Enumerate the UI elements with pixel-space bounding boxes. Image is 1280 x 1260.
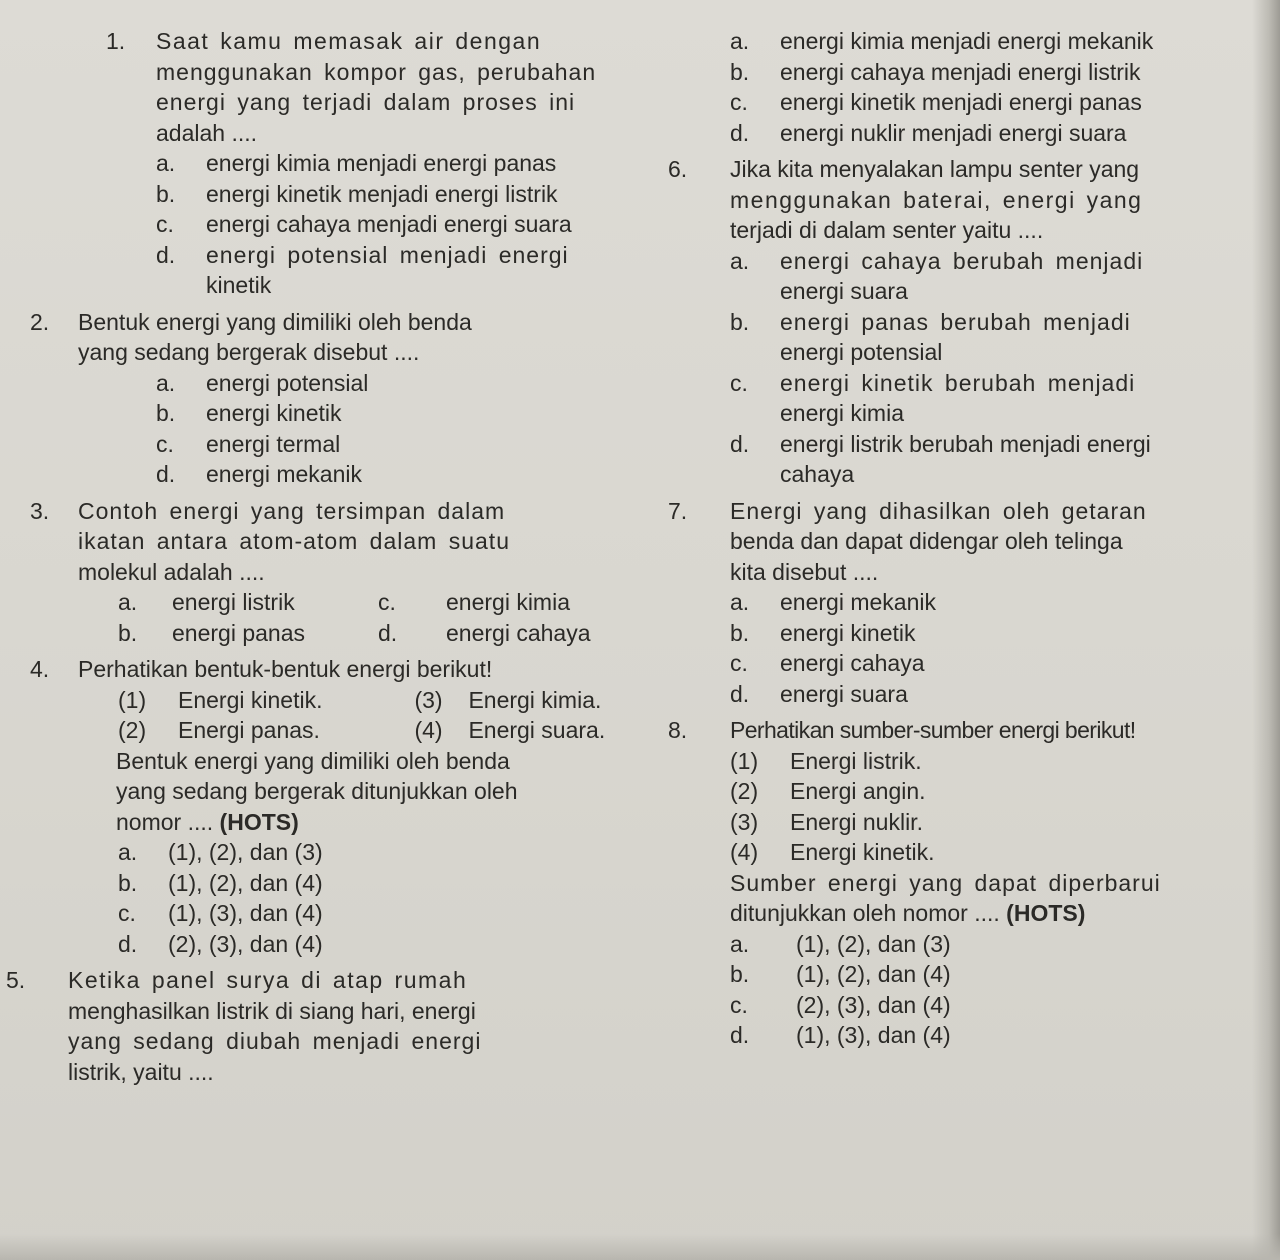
option-letter: d. [156, 461, 176, 487]
option-letter: a. [730, 930, 750, 957]
statement-item [414, 715, 648, 746]
option-d[interactable] [118, 929, 604, 960]
option-letter: c. [156, 211, 174, 237]
option-b[interactable] [118, 618, 378, 649]
option-text: energi termal [206, 430, 341, 457]
option-letter: c. [118, 900, 136, 926]
statement-number: (1) [730, 747, 759, 774]
question-text-line: yang sedang diubah menjadi energi [68, 1028, 482, 1054]
option-text: energi suara [780, 278, 908, 304]
option-text: energi cahaya menjadi energi listrik [780, 58, 1141, 85]
option-letter: d. [378, 619, 398, 646]
statement-number: (3) [730, 808, 759, 835]
option-text: energi listrik [172, 589, 295, 615]
question-text-line: Perhatikan sumber-sumber energi berikut! [730, 717, 1136, 743]
option-letter: a. [156, 150, 176, 176]
option-letter: d. [730, 430, 750, 457]
option-c[interactable] [378, 587, 638, 618]
question-number: 4. [30, 656, 50, 682]
option-text: (2), (3), dan (4) [168, 930, 323, 957]
option-letter: b. [118, 619, 138, 646]
question-text-line: ikatan antara atom-atom dalam suatu [78, 528, 510, 554]
option-text: energi kimia menjadi energi panas [206, 150, 557, 176]
option-a[interactable] [730, 587, 1245, 618]
statement-text: Energi angin. [790, 778, 926, 804]
question-text-line: terjadi di dalam senter yaitu .... [730, 217, 1044, 243]
option-letter: d. [730, 1022, 750, 1048]
option-b[interactable] [730, 959, 1245, 990]
option-text: energi suara [780, 680, 908, 707]
option-text: energi kinetik berubah menjadi [780, 369, 1136, 396]
option-letter: c. [156, 430, 174, 457]
question-number: 6. [668, 156, 688, 182]
question-number: 8. [668, 717, 688, 743]
option-text: energi cahaya [446, 619, 591, 646]
option-text: energi kinetik [206, 400, 342, 426]
question-stem-text: ditunjukkan oleh nomor .... [730, 900, 1007, 926]
option-b[interactable] [156, 179, 642, 210]
option-a[interactable] [730, 26, 1245, 57]
hots-tag: (HOTS) [1006, 900, 1086, 926]
statement-number: (2) [730, 778, 759, 804]
question-text-line: menggunakan baterai, energi yang [730, 186, 1143, 213]
option-b[interactable] [156, 398, 642, 429]
option-letter: b. [118, 869, 138, 896]
question-text-line: Jika kita menyalakan lampu senter yang [730, 156, 1140, 182]
option-a[interactable] [730, 929, 1245, 960]
option-b[interactable] [118, 868, 604, 899]
option-letter: b. [730, 619, 750, 646]
option-letter: d. [156, 241, 176, 268]
option-text: energi kimia menjadi energi mekanik [780, 28, 1154, 54]
question-text-line: adalah .... [156, 119, 258, 146]
statement-row [118, 685, 648, 716]
option-d[interactable] [730, 429, 1245, 490]
statement-item [730, 746, 1245, 777]
statement-text: Energi kinetik. [790, 839, 935, 865]
question-text-line: Ketika panel surya di atap rumah [68, 967, 468, 993]
question-number: 3. [30, 497, 50, 524]
question-number: 5. [6, 967, 26, 993]
option-letter: d. [730, 119, 750, 146]
option-letter: c. [378, 589, 396, 615]
option-text: (1), (2), dan (4) [168, 869, 323, 896]
option-c[interactable] [730, 648, 1245, 679]
option-c[interactable] [730, 990, 1245, 1021]
option-text: energi potensial [780, 339, 943, 365]
option-a[interactable] [156, 368, 642, 399]
question-number: 1. [106, 28, 126, 54]
statement-text: Energi panas. [178, 717, 320, 743]
option-letter: c. [730, 89, 748, 115]
question-text-line: Bentuk energi yang dimiliki oleh benda [78, 308, 472, 335]
option-letter: a. [730, 28, 750, 54]
option-c[interactable] [156, 209, 642, 240]
question-stem: yang sedang bergerak ditunjukkan oleh [116, 778, 518, 804]
option-letter: a. [118, 839, 138, 865]
statement-item [730, 776, 1245, 807]
option-text: (1), (2), dan (4) [796, 961, 951, 987]
question-7 [656, 496, 1256, 588]
statement-number: (4) [730, 839, 759, 865]
question-text-line: listrik, yaitu .... [68, 1058, 214, 1085]
option-text: energi panas berubah menjadi [780, 308, 1131, 335]
question-stem [730, 898, 1245, 929]
question-2 [0, 307, 660, 368]
question-6 [656, 154, 1256, 246]
option-b[interactable] [730, 307, 1245, 368]
option-text: energi kimia [780, 400, 904, 426]
question-text-line: yang sedang bergerak disebut .... [78, 339, 420, 365]
question-text-line: Energi yang dihasilkan oleh getaran [730, 497, 1147, 524]
option-d[interactable] [156, 459, 642, 490]
statement-number: (2) [118, 717, 147, 743]
option-text: energi panas [172, 619, 305, 646]
question-8 [656, 715, 1256, 746]
question-stem-text: nomor .... [116, 808, 220, 835]
question-4 [0, 654, 660, 685]
option-letter: c. [730, 650, 748, 676]
option-text: energi kinetik [780, 619, 916, 646]
question-text-line: Contoh energi yang tersimpan dalam [78, 497, 506, 524]
option-text: energi potensial [206, 369, 369, 396]
option-letter: d. [118, 930, 138, 957]
option-letter: c. [730, 369, 748, 396]
option-letter: b. [730, 308, 750, 335]
option-letter: a. [156, 369, 176, 396]
option-text: energi cahaya menjadi energi suara [206, 211, 572, 237]
question-text-line: energi yang terjadi dalam proses ini [156, 89, 576, 115]
option-c[interactable] [730, 368, 1245, 429]
option-letter: b. [730, 961, 750, 987]
option-letter: a. [118, 589, 138, 615]
option-text: energi mekanik [780, 589, 936, 615]
option-b[interactable] [730, 618, 1245, 649]
option-text: (1), (3), dan (4) [796, 1022, 951, 1048]
question-text-line: menghasilkan listrik di siang hari, energi [68, 997, 476, 1024]
question-stem [116, 807, 646, 838]
option-a[interactable] [118, 837, 604, 868]
statement-number: (4) [414, 717, 443, 743]
option-text: energi mekanik [206, 461, 362, 487]
question-5 [0, 965, 660, 1087]
option-text: cahaya [780, 461, 855, 487]
option-d[interactable] [730, 1020, 1245, 1051]
question-3 [0, 496, 660, 588]
question-text-line: molekul adalah .... [78, 558, 265, 585]
option-text: (2), (3), dan (4) [796, 991, 951, 1018]
option-text: energi potensial menjadi energi [206, 241, 569, 268]
option-a[interactable] [730, 246, 1245, 307]
options-row [118, 618, 648, 649]
statement-text: Energi listrik. [790, 747, 922, 774]
option-d[interactable] [378, 618, 638, 649]
option-text: energi kimia [446, 589, 570, 615]
hots-tag: (HOTS) [219, 808, 299, 835]
question-stem: Sumber energi yang dapat diperbarui [730, 869, 1161, 896]
option-text: energi cahaya berubah menjadi [780, 247, 1144, 274]
left-column [0, 26, 660, 1087]
question-text-line: Perhatikan bentuk-bentuk energi berikut! [78, 656, 493, 682]
page-edge-shadow [1252, 0, 1280, 1260]
statement-item [414, 685, 648, 716]
right-column [656, 26, 1256, 1051]
option-letter: a. [730, 589, 750, 615]
option-a[interactable] [156, 148, 642, 179]
question-text-line: kita disebut .... [730, 558, 879, 585]
option-text: energi kinetik menjadi energi listrik [206, 180, 558, 207]
statement-text: Energi kimia. [468, 686, 602, 713]
option-a[interactable] [118, 587, 378, 618]
option-text: kinetik [206, 272, 272, 298]
statement-text: Energi nuklir. [790, 808, 923, 835]
statement-number: (3) [414, 686, 443, 713]
option-letter: b. [156, 400, 176, 426]
question-stem: Bentuk energi yang dimiliki oleh benda [116, 747, 510, 774]
option-letter: b. [156, 180, 176, 207]
question-text-line: menggunakan kompor gas, perubahan [156, 58, 597, 85]
option-text: energi nuklir menjadi energi suara [780, 119, 1127, 146]
option-c[interactable] [118, 898, 604, 929]
option-text: energi listrik berubah menjadi energi [780, 430, 1151, 457]
option-letter: a. [730, 247, 750, 274]
option-d[interactable] [730, 679, 1245, 710]
statement-item [730, 837, 1245, 868]
statement-row [118, 715, 648, 746]
option-c[interactable] [730, 87, 1245, 118]
statement-number: (1) [118, 686, 147, 713]
question-text-line: Saat kamu memasak air dengan [156, 28, 542, 54]
option-letter: c. [730, 991, 748, 1018]
options-row [118, 587, 648, 618]
option-b[interactable] [730, 57, 1245, 88]
statement-text: Energi suara. [468, 717, 606, 743]
option-text: energi kinetik menjadi energi panas [780, 89, 1142, 115]
question-number: 7. [668, 497, 688, 524]
page-edge-shadow [0, 1234, 1280, 1260]
option-text: (1), (3), dan (4) [168, 900, 323, 926]
option-c[interactable] [156, 429, 642, 460]
option-text: energi cahaya [780, 650, 925, 676]
option-letter: b. [730, 58, 750, 85]
option-text: (1), (2), dan (3) [796, 930, 951, 957]
question-number: 2. [30, 308, 50, 335]
statement-item [730, 807, 1245, 838]
option-text: (1), (2), dan (3) [168, 839, 323, 865]
question-1 [0, 26, 660, 148]
option-d[interactable] [730, 118, 1245, 149]
statement-item [118, 715, 414, 746]
statement-text: Energi kinetik. [178, 686, 323, 713]
option-letter: d. [730, 680, 750, 707]
option-d[interactable] [156, 240, 642, 301]
statement-item [118, 685, 414, 716]
question-text-line: benda dan dapat didengar oleh telinga [730, 528, 1123, 554]
